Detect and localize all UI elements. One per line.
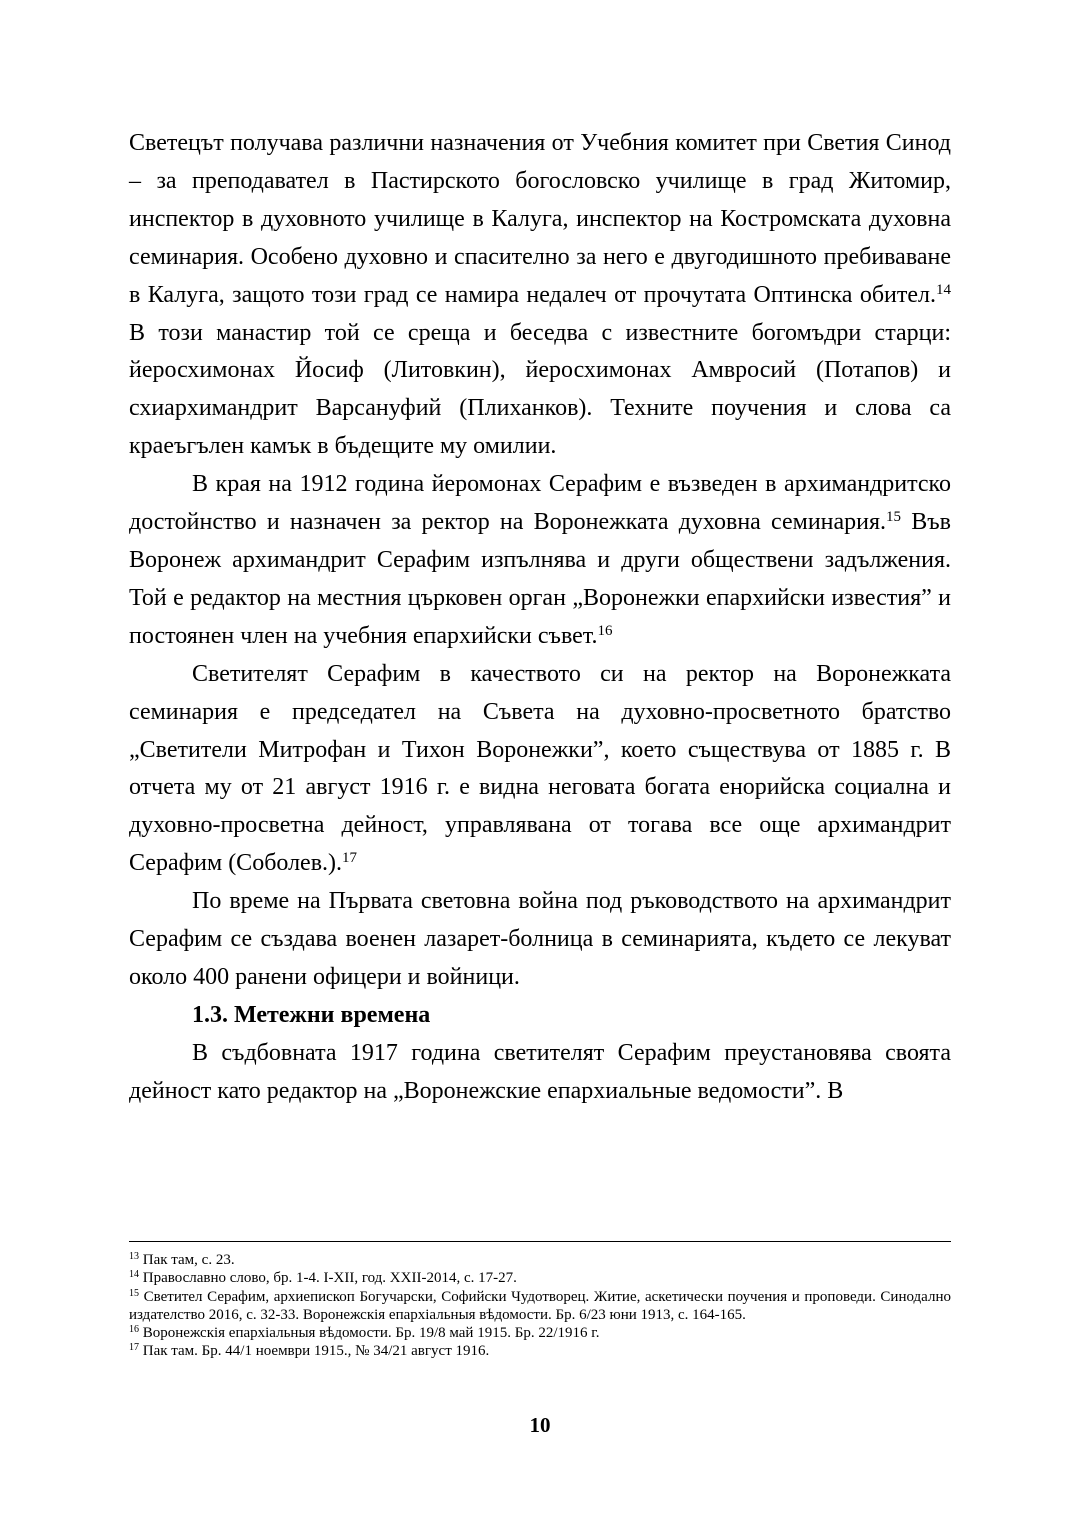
section-heading: 1.3. Метежни времена [192,1001,431,1028]
footnote [129,1324,951,1342]
footnotes [129,1251,951,1361]
footnote [129,1288,951,1325]
paragraph [129,466,951,656]
footnote-separator [129,1241,951,1242]
paragraph [129,656,951,883]
footnote [129,1269,951,1287]
paragraph-text: По време на Първата световна война под ръководството на архимандрит Серафим се създава военен лазарет-болница в семинарията, където се лекуват около 400 ранени офицери и войници. [129,888,951,990]
paragraph-text: В този манастир той се среща и беседва с известните богомъдри старци: йеросхимонах Йосиф (Литовкин), йеросхимонах Амвросий (Потапов) и схиархимандрит Варсануфий (Плиханков). Техните поучения и слова са краеъгълен камък в бъдещите му омилии. [129,319,951,460]
footnote-text: Пак там. Бр. 44/1 ноември 1915., № 34/21 август 1916. [139,1343,490,1360]
paragraph [129,125,951,466]
footnote-number: 16 [129,1324,139,1336]
footnote [129,1251,951,1269]
body-text [129,125,951,1111]
footnote-number: 14 [129,1269,139,1281]
paragraph [129,1035,951,1111]
footnote-ref[interactable]: 14 [936,281,951,298]
footnote-text: Воронежскія епархіальныя вѣдомости. Бр. 19/8 май 1915. Бр. 22/1916 г. [139,1325,600,1342]
footnote-ref[interactable]: 17 [342,850,358,867]
footnote-ref[interactable]: 15 [886,509,902,526]
paragraph-text: Светецът получава различни назначения от Учебния комитет при Светия Синод – за преподавател в Пастирското богословско училище в град Житомир, инспектор в духовното училище в Калуга, инспектор на Костромската духовна семинария. Особено духовно и спасително за него е двугодишното пребиваване в Калуга, защото този град се намира недалеч от прочутата Оптинска обител. [129,130,951,308]
footnote-text: Пак там, с. 23. [139,1252,235,1268]
paragraph-text: В съдбовната 1917 година светителят Серафим преустановява своята дейност като редактор на „Воронежские епархиальные ведомости”. В [129,1039,951,1104]
paragraph-text: Светителят Серафим в качеството си на ректор на Воронежката семинария е председател на Съвета на духовно-просветното братство „Светители Митрофан и Тихон Воронежки”, което съществува от 1885 г. В отчета му от 21 август 1916 г. е видна неговата богата енорийска социална и духовно-просветна дейност, управлявана от тогава все още архимандрит Серафим (Соболев.). [129,660,951,877]
paragraph-text: В края на 1912 година йеромонах Серафим е възведен в архимандритско достойнство и назначен за ректор на Воронежката духовна семинария. [129,471,951,536]
page-number: 10 [529,1413,551,1437]
paragraph-text: Във Воронеж архимандрит Серафим изпълнява и други обществени задължения. Той е редактор на местния църковен орган „Воронежки епархийски известия” и постоянен член на учебния епархийски съвет. [129,509,952,649]
footnote-number: 13 [129,1251,139,1262]
paragraph [129,883,951,997]
footnote-number: 15 [129,1287,139,1299]
footnote-number: 17 [129,1342,139,1354]
footnote-ref[interactable]: 16 [597,622,613,639]
footnote-text: Православно слово, бр. 1-4. I-XII, год. XXII-2014, с. 17-27. [139,1270,517,1287]
footnote-text: Светител Серафим, архиепископ Богучарски, Софийски Чудотворец. Житие, аскетически поучения и проповеди. Синодално издателство 2016, с. 32-33. Воронежскія епархіальныя вѣдомости. Бр. 6/23 юни 1913, с. 164-165. [129,1288,951,1323]
footnote [129,1342,951,1360]
